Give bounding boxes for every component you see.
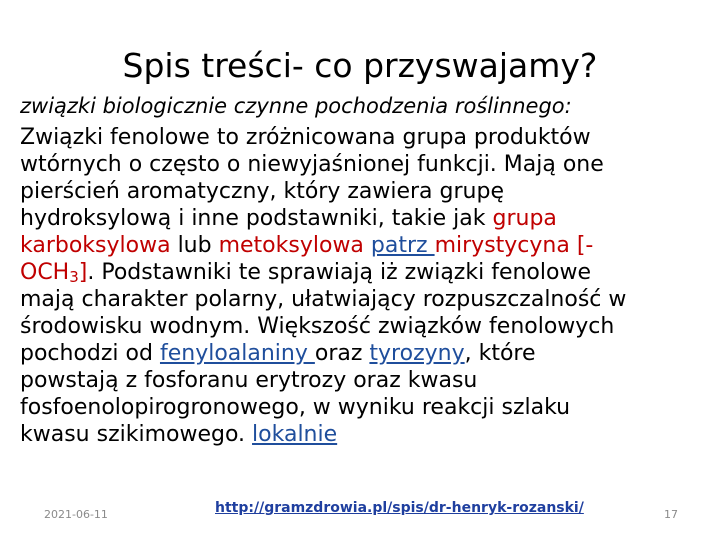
- body-paragraph: [20, 124, 710, 448]
- body-text-segment: kwasu szikimowego.: [20, 422, 253, 447]
- link-fenyloalaniny[interactable]: fenyloalaniny: [159, 341, 315, 366]
- body-text-segment: . Podstawniki te sprawiają iż związki fenolowe: [87, 260, 591, 285]
- body-line-10: powstają z fosforanu erytrozy oraz kwasu: [20, 368, 478, 393]
- body-text-segment: hydroksylową i inne podstawniki, takie jak: [20, 206, 493, 231]
- body-line-8: środowisku wodnym. Większość związków fenolowych: [20, 314, 615, 339]
- body-line-9: [20, 340, 710, 367]
- highlight-och: OCH: [20, 260, 70, 285]
- footer-date: 2021-06-11: [44, 508, 108, 521]
- body-line-2: wtórnych o często o niewyjaśnionej funkcji. Mają one: [20, 152, 604, 177]
- body-line-6: [20, 259, 710, 286]
- body-line-1: Związki fenolowe to zróżnicowana grupa produktów: [20, 125, 591, 150]
- footer-source-link[interactable]: http://gramzdrowia.pl/spis/dr-henryk-rozanski/: [215, 500, 584, 516]
- body-line-4: [20, 205, 710, 232]
- highlight-bracket: ]: [78, 260, 88, 285]
- body-line-5: [20, 232, 710, 259]
- highlight-subscript-3: 3: [69, 268, 79, 286]
- body-text-segment: lub: [170, 233, 219, 258]
- highlight-mirystycyna: mirystycyna [-: [434, 233, 594, 258]
- highlight-metoksylowa: metoksylowa: [218, 233, 364, 258]
- body-text-segment: oraz: [314, 341, 370, 366]
- page-number: 17: [664, 508, 678, 521]
- link-patrz[interactable]: patrz: [370, 233, 435, 258]
- body-line-11: fosfoenolopirogronowego, w wyniku reakcji szlaku: [20, 395, 571, 420]
- slide-title: Spis treści- co przyswajamy?: [122, 46, 598, 85]
- highlight-karboksylowa: karboksylowa: [20, 233, 171, 258]
- body-text-segment: , które: [464, 341, 536, 366]
- body-text-segment: pochodzi od: [20, 341, 160, 366]
- link-tyrozyny[interactable]: tyrozyny: [369, 341, 465, 366]
- slide-subtitle: związki biologicznie czynne pochodzenia roślinnego:: [20, 94, 572, 118]
- body-line-7: mają charakter polarny, ułatwiający rozpuszczalność w: [20, 287, 627, 312]
- link-lokalnie[interactable]: lokalnie: [252, 422, 338, 447]
- body-text-space: [364, 233, 371, 258]
- body-line-12: [20, 421, 710, 448]
- body-line-3: pierścień aromatyczny, który zawiera grupę: [20, 179, 504, 204]
- highlight-grupa: grupa: [492, 206, 557, 231]
